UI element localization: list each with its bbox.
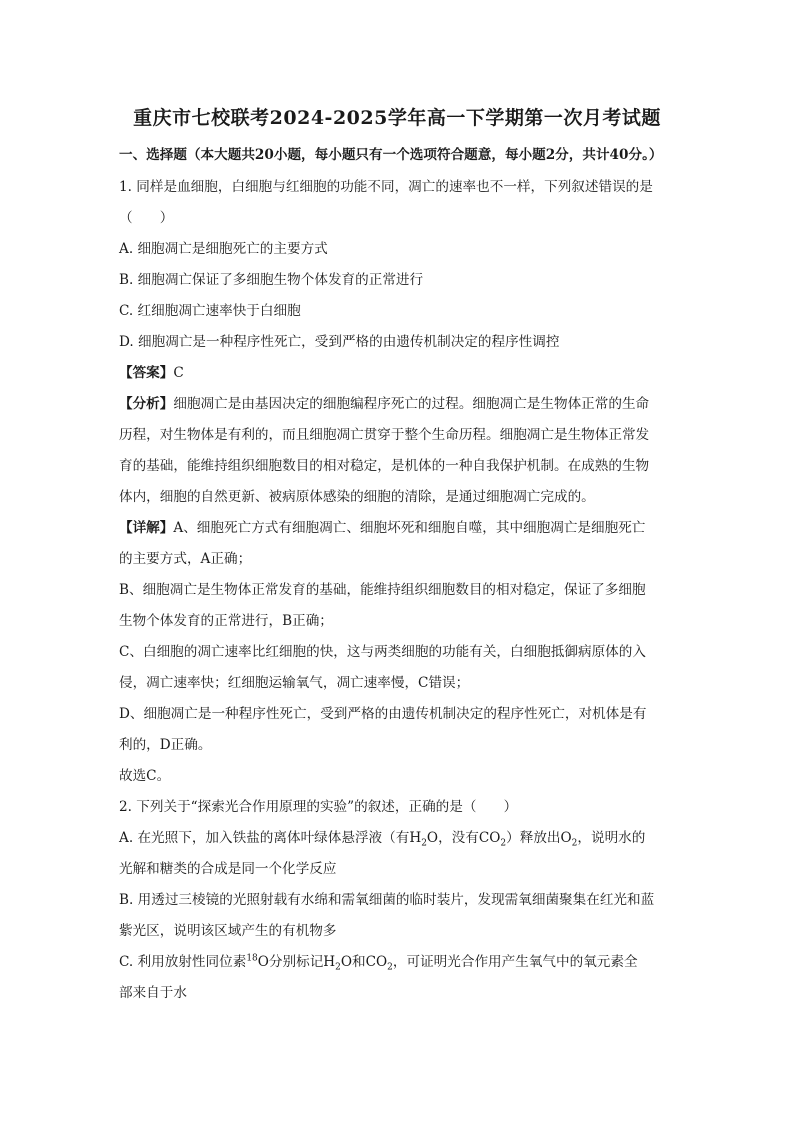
q2-option-c [119,952,638,972]
q2-option-a [119,828,645,848]
answer-label: 【答案】 [119,365,174,381]
text-span: O和CO [340,954,388,970]
text-span: O，没有CO [426,830,501,846]
text-span: O分别标记H [257,954,336,970]
q2-option-b: B. 用透过三棱镜的光照射载有水绵和需氧细菌的临时装片，发现需氧细菌聚集在红光和蓝 [119,892,655,908]
q1-answer [119,363,184,383]
q1-detail-line: D、细胞凋亡是一种程序性死亡，受到严格的由遗传机制决定的程序性死亡，对机体是有 [119,706,647,722]
text-span: A. 在光照下，加入铁盐的离体叶绿体悬浮液（有H [119,830,422,846]
q1-option-b: B. 细胞凋亡保证了多细胞生物个体发育的正常进行 [119,272,424,288]
q2-stem: 2. 下列关于“探索光合作用原理的实验”的叙述，正确的是（ ） [119,799,518,815]
text-span: ，可证明光合作用产生氧气中的氧元素全 [392,954,638,970]
subscript: 2 [387,962,393,973]
subscript: 2 [421,838,427,849]
subscript: 2 [571,838,578,849]
q1-detail-line [119,518,645,538]
superscript: 18 [246,953,258,964]
q1-option-c: C. 红细胞凋亡速率快于白细胞 [119,303,301,319]
q1-detail-line: 生物个体发育的正常进行，B正确； [119,613,333,629]
q1-analysis-line [119,394,649,414]
section-heading: 一、选择题（本大题共20小题，每小题只有一个选项符合题意，每小题2分，共计40分。） [119,147,663,163]
q2-option-a-cont: 光解和糖类的合成是同一个化学反应 [119,861,337,877]
detail-label: 【详解】 [119,520,174,536]
q1-analysis-line: 历程，对生物体是有利的，而且细胞凋亡贯穿于整个生命历程。细胞凋亡是生物体正常发 [119,427,650,443]
subscript: 2 [500,838,507,849]
q1-stem-bracket: （ ） [119,210,174,226]
q1-analysis-line: 育的基础，能维持组织细胞数目的相对稳定，是机体的一种自我保护机制。在成熟的生物 [119,458,650,474]
answer-value: C [173,365,184,381]
text-span: ，说明水的 [577,830,646,846]
q1-option-d: D. 细胞凋亡是一种程序性死亡，受到严格的由遗传机制决定的程序性调控 [119,334,560,350]
q1-option-a: A. 细胞凋亡是细胞死亡的主要方式 [119,241,328,257]
q1-detail-line: 的主要方式，A正确； [119,551,252,567]
analysis-text: 细胞凋亡是由基因决定的细胞编程序死亡的过程。细胞凋亡是生物体正常的生命 [173,396,650,412]
detail-text: A、细胞死亡方式有细胞凋亡、细胞坏死和细胞自噬，其中细胞凋亡是细胞死亡 [173,520,646,536]
q1-analysis-line: 体内，细胞的自然更新、被病原体感染的细胞的清除，是通过细胞凋亡完成的。 [119,489,595,505]
q2-option-c-cont: 部来自于水 [119,985,187,1001]
analysis-label: 【分析】 [119,396,174,412]
text-span: C. 利用放射性同位素 [119,954,247,970]
q1-detail-line: 侵，凋亡速率快；红细胞运输氧气，凋亡速率慢，C错误； [119,675,470,691]
q1-stem: 1. 同样是血细胞，白细胞与红细胞的功能不同，凋亡的速率也不一样，下列叙述错误的是 [119,179,653,195]
q1-conclusion: 故选C。 [119,768,171,784]
q2-option-b-cont: 紫光区，说明该区域产生的有机物多 [119,923,337,939]
page-title: 重庆市七校联考2024-2025学年高一下学期第一次月考试题 [133,107,661,129]
q1-detail-line: 利的，D正确。 [119,737,212,753]
subscript: 2 [335,962,341,973]
q1-detail-line: B、细胞凋亡是生物体正常发育的基础，能维持组织细胞数目的相对稳定，保证了多细胞 [119,582,646,598]
text-span: ）释放出O [506,830,572,846]
q1-detail-line: C、白细胞的凋亡速率比红细胞的快，这与两类细胞的功能有关，白细胞抵御病原体的入 [119,644,646,660]
